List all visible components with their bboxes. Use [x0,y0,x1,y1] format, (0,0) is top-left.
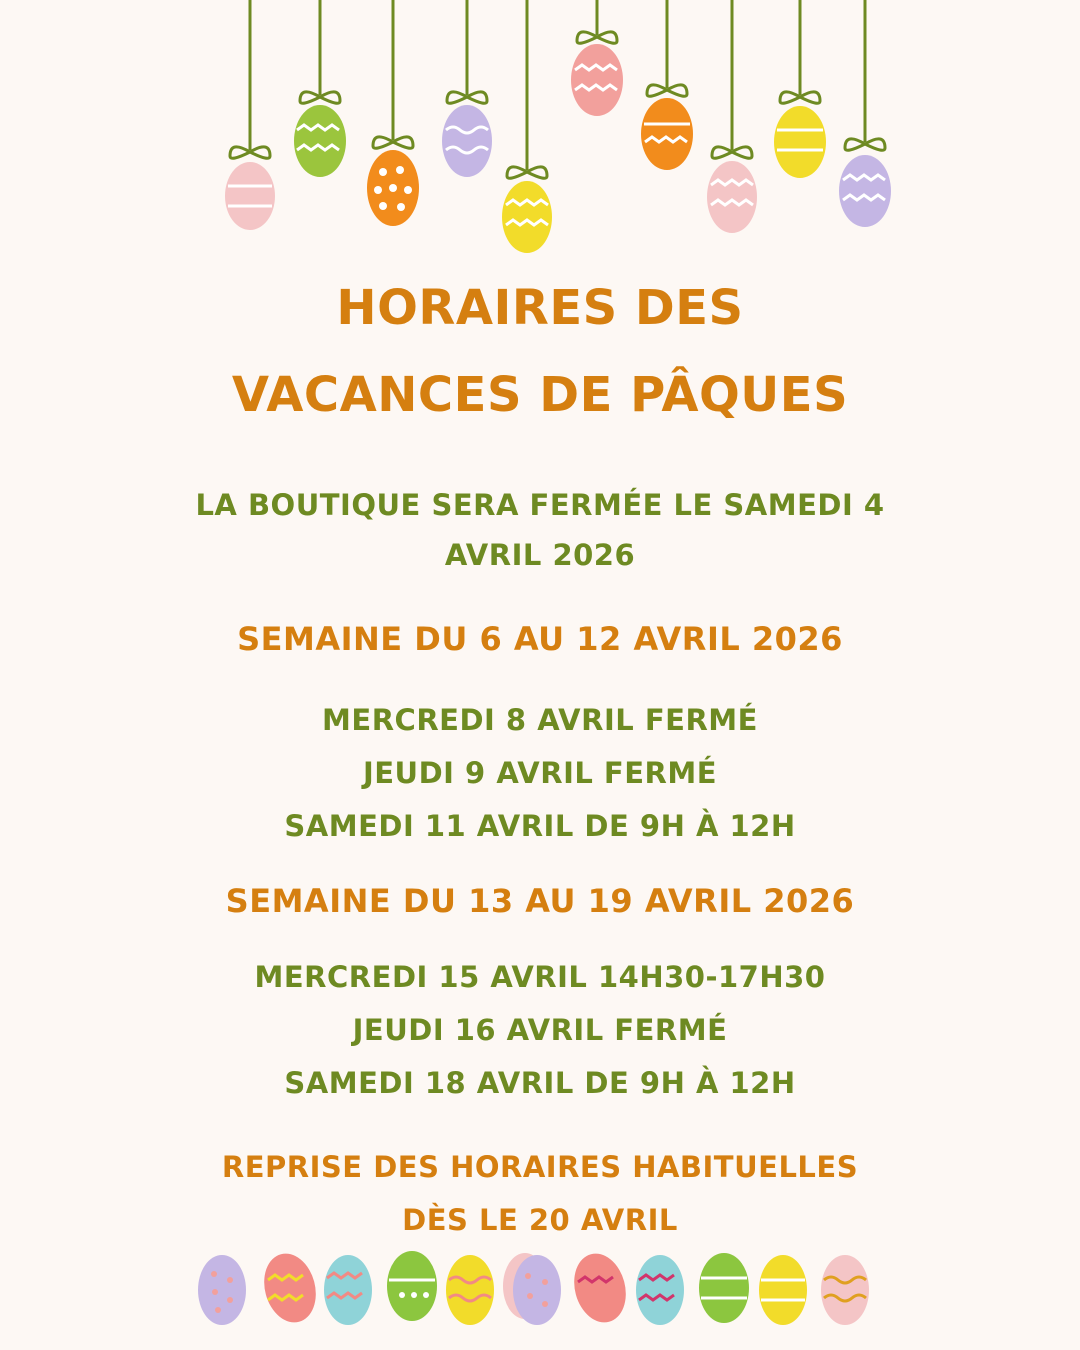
resume-notice-line-2: DÈS LE 20 AVRIL [402,1203,678,1237]
title-line-2: VACANCES DE PÂQUES [231,367,849,423]
row-of-easter-eggs-icon [0,1240,1080,1350]
week2-item: SAMEDI 18 AVRIL DE 9H À 12H [284,1066,796,1100]
hanging-easter-eggs-icon [0,0,1080,260]
closure-notice-line-2: AVRIL 2026 [444,538,636,572]
closure-notice-line-1: LA BOUTIQUE SERA FERMÉE LE SAMEDI 4 [195,488,885,522]
week2-item: MERCREDI 15 AVRIL 14H30-17H30 [254,960,826,994]
resume-notice-line-1: REPRISE DES HORAIRES HABITUELLES [221,1150,859,1184]
week1-item: MERCREDI 8 AVRIL FERMÉ [322,703,758,737]
title-line-1: HORAIRES DES [336,280,744,336]
week1-item: SAMEDI 11 AVRIL DE 9H À 12H [284,809,796,843]
week2-heading: SEMAINE DU 13 AU 19 AVRIL 2026 [225,882,855,920]
week1-heading: SEMAINE DU 6 AU 12 AVRIL 2026 [237,620,843,658]
week2-item: JEUDI 16 AVRIL FERMÉ [352,1013,728,1047]
week1-item: JEUDI 9 AVRIL FERMÉ [362,756,718,790]
